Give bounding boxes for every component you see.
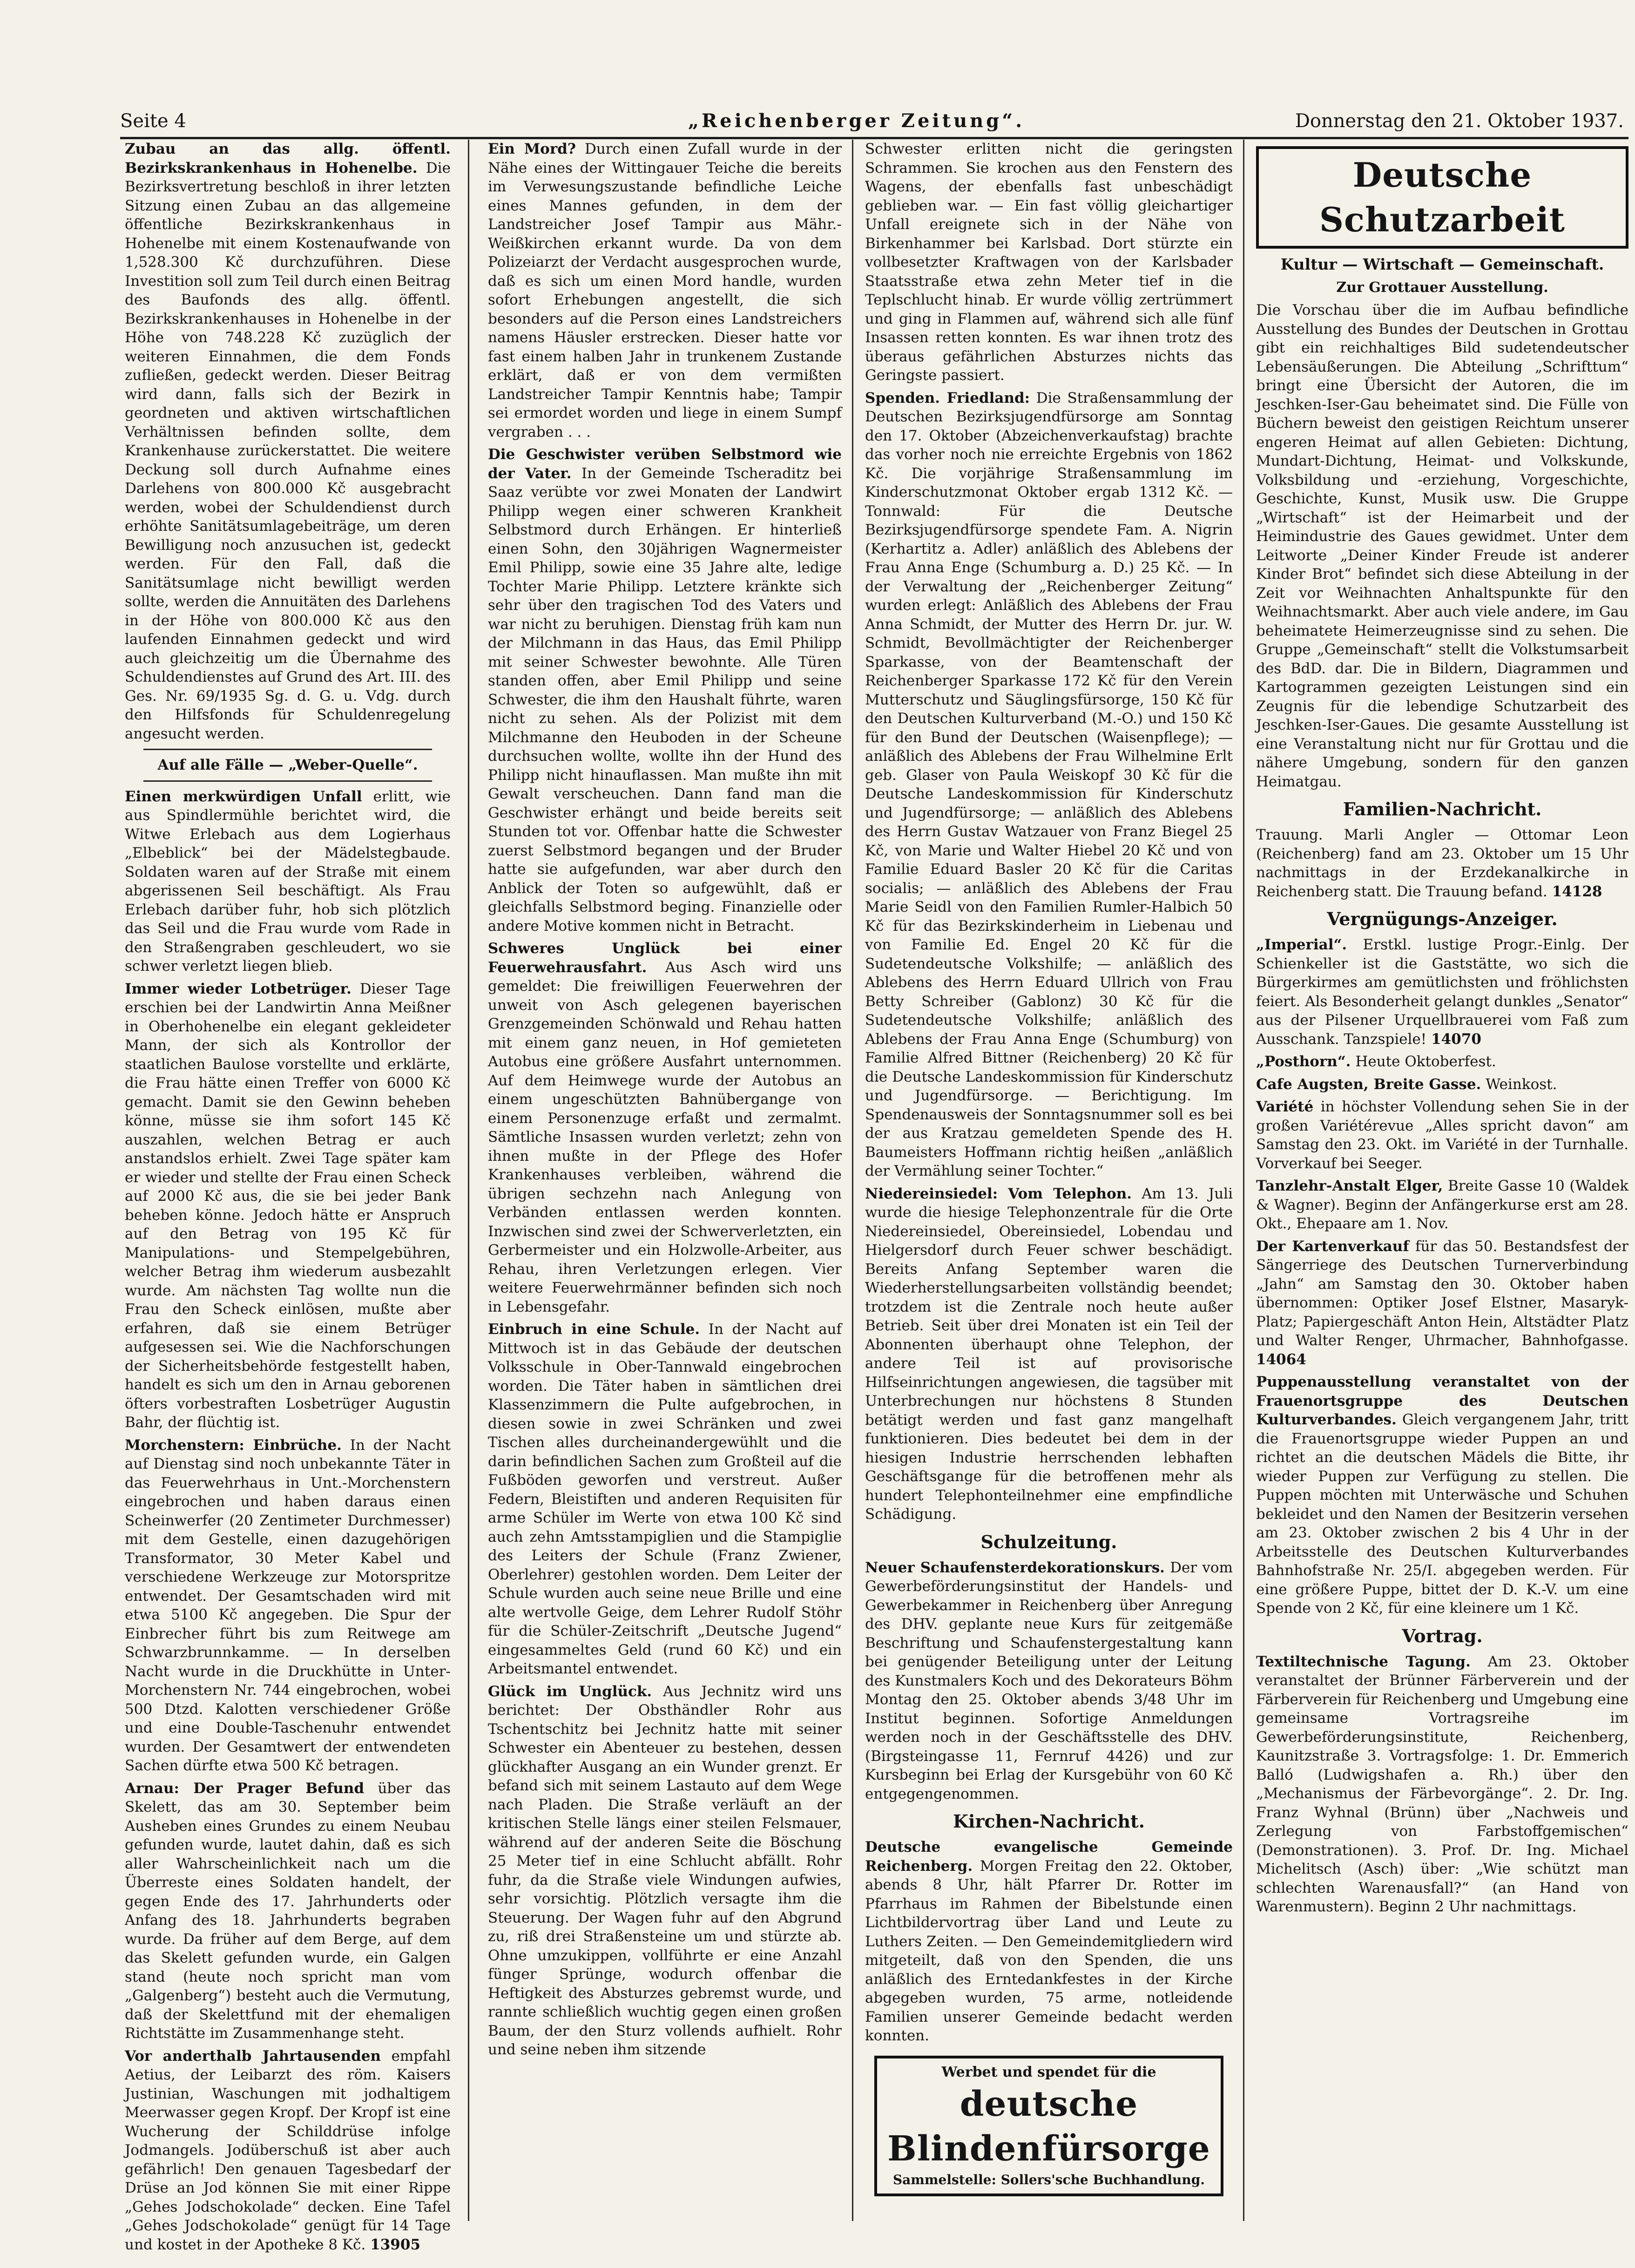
article: Vor anderthalb Jahrtausenden empfahl Aetius, der Leibarzt des röm. Kaisers Justinian, Waschungen mit jodhaltigem Meerwasser gegen Kropf. Der Kropf ist eine Wucherung der Schilddrüse infolge Jodmangels. Jodüberschuß ist aber auch gefährlich! Den genauen Tagesbedarf der Drüse an Jod können Sie mit einer Rippe „Gehes Jodschokolade“ decken. Eine Tafel „Gehes Jodschokolade“ genügt für 14 Tage und kostet in der Apotheke 8 Kč. 13905: [125, 2047, 451, 2253]
advert-line: Auf alle Fälle — „Weber-Quelle“.: [157, 757, 418, 773]
article: Trauung. Marli Angler — Ottomar Leon (Reichenberg) fand am 23. Oktober um 15 Uhr nachmittags in der Erzdekanalkirche in Reichenberg statt. Die Trauung befand. 14128: [1256, 826, 1628, 900]
listing: „Posthorn“. Heute Oktoberfest.: [1256, 1053, 1496, 1070]
column-1: [125, 140, 451, 2253]
section-title: Kirchen-Nachricht.: [953, 1811, 1145, 1832]
column-4: [1256, 140, 1628, 2226]
listing: Tanzlehr-Anstalt Elger, Breite Gasse 10 (Waldek & Wagner). Beginn der Anfängerkurse erst am 28. Okt., Ehepaare am 1. Nov.: [1256, 1178, 1629, 1232]
article: Zubau an das allg. öffentl. Bezirkskrankenhaus in Hohenelbe. Die Bezirksvertretung beschloß in ihrer letzten Sitzung einen Zubau an das allgemeine öffentliche Bezirkskrankenhaus in Hohenelbe mit einem Kostenaufwande von 1,528.300 Kč durchzuführen. Diese Investition soll zum Teil durch einen Beitrag des Baufonds des allg. öffentl. Bezirkskrankenhauses in Hohenelbe in der Höhe von 748.228 Kč zuzüglich der weiteren Einnahmen, die dem Fonds zufließen, gedeckt werden. Dieser Beitrag wird dann, falls sich der Bezirk in geordneten und aktiven wirtschaftlichen Verhältnissen befinden sollte, dem Krankenhause zurückerstattet. Die weitere Deckung soll durch Aufnahme eines Darlehens von 800.000 Kč ausgebracht werden, wobei der Schuldendienst durch erhöhte Sanitätsumlagebeiträge, um deren Bewilligung noch anzusuchen ist, gedeckt werden. Für den Fall, daß die Sanitätsumlage nicht bewilligt werden sollte, werden die Annuitäten des Darlehens in der Höhe von 800.000 Kč aus den laufenden Einnahmen gedeckt und wird auch gleichzeitig um die Übernahme des Schuldendienstes auf Grund des Art. III. des Ges. Nr. 69/1935 Sg. d. G. u. Vdg. durch den Hilfsfonds für Schuldenregelung angesucht werden.: [125, 141, 451, 742]
article: Spenden. Friedland: Die Straßensammlung der Deutschen Bezirksjugendfürsorge am Sonntag den 17. Oktober (Abzeichenverkaufstag) brachte das vorher noch nie erreichte Ergebnis von 1862 Kč. Die vorjährige Straßensammlung im Kinderschutzmonat Oktober ergab 1312 Kč. — Tonnwald: Für die Deutsche Bezirksjugendfürsorge spendete Fam. A. Nigrin (Kerhartitz a. Adler) anläßlich des Ablebens der Frau Anna Enge (Schumburg a. D.) 25 Kč. — In der Verwaltung der „Reichenberger Zeitung“ wurden erlegt: Anläßlich des Ablebens der Frau Anna Schmidt, der Mutter des Herrn Dr. jur. W. Schmidt, Bevollmächtigter der Reichenberger Sparkasse, von der Beamtenschaft der Reichenberger Sparkasse 172 Kč für den Verein Mutterschutz und Säuglingsfürsorge, 150 Kč für den Deutschen Kulturverband (M.-O.) und 150 Kč für den Bund der Deutschen (Waisenpflege); — anläßlich des Ablebens der Frau Wilhelmine Erlt geb. Glaser von Paula Weiskopf 30 Kč für die Deutsche Landeskommission für Kinderschutz und Jugendfürsorge; — anläßlich des Ablebens des Herrn Gustav Watzauer von Franz Biegel 25 Kč, von Marie und Walter Hiebel 20 Kč und von Familie Eduard Basler 20 Kč für die Caritas socialis; — anläßlich des Ablebens der Frau Marie Seidl von den Familien Rumler-Halbich 50 Kč für das Bezirkskinderheim in Liebenau und von Familie Ed. Engel 20 Kč für die Sudetendeutsche Volkshilfe; — anläßlich des Ablebens des Herrn Eduard Ullrich von Frau Betty Schreiber (Gablonz) 30 Kč für die Sudetendeutsche Volkshilfe; anläßlich des Ablebens der Frau Anna Enge (Schumburg) von Familie Alfred Bittner (Reichenberg) 20 Kč für die Deutsche Landeskommission für Kinderschutz und Jugendfürsorge. — Berichtigung. Im Spendenausweis der Sonntagsnummer soll es bei der aus Kratzau gemeldeten Spende des H. Baumeisters Hoffmann richtig heißen „anläßlich der Vermählung seiner Tochter.“: [865, 389, 1233, 1179]
article: Immer wieder Lotbetrüger. Dieser Tage erschien bei der Landwirtin Anna Meißner in Oberhohenelbe ein elegant gekleideter Mann, der sich als Kontrollor der staatlichen Baulose vorstellte und erklärte, die Frau hätte einen Treffer von 6000 Kč gemacht. Damit sie den Gewinn beheben könne, müsse sie ihm sofort 145 Kč auszahlen, welchen Betrag er auch anstandslos erhielt. Zwei Tage später kam er wieder und stellte der Frau einen Scheck auf 2000 Kč aus, die sie bei jeder Bank beheben könne. Jedoch hätte er Anspruch auf den Betrag von 195 Kč für Manipulations- und Stempelgebühren, welcher Betrag ihm wiederum ausbezahlt wurde. Am nächsten Tag wollte nun die Frau den Scheck einlösen, mußte aber erfahren, daß sie einem Betrüger aufgesessen sei. Wie die Nachforschungen der Sicherheitsbehörde festgestellt haben, handelt es sich um den in Arnau geborenen öfters vorbestraften Losbetrüger Augustin Bahr, der flüchtig ist.: [125, 980, 451, 1431]
listing: Puppenausstellung veranstaltet von der Frauenortsgruppe des Deutschen Kulturverbandes. Gleich vergangenem Jahr, tritt die Frauenortsgruppe wieder Puppen an und richtet an die deutschen Mädels die Bitte, ihr wieder Puppen zur Verfügung zu stellen. Die Puppen möchten mit Unterwäsche und Schuhen bekleidet und den Namen der Besitzerin versehen am 23. Oktober zwischen 2 bis 4 Uhr in der Arbeitsstelle des Deutschen Kulturverbandes Bahnhofstraße Nr. 25/I. abgegeben werden. Für eine größere Puppe, bittet der D. K.-V. um eine Spende von 2 Kč, für eine kleinere um 1 Kč.: [1256, 1374, 1628, 1617]
page-header: [120, 107, 1628, 135]
listing: Der Kartenverkauf für das 50. Bestandsfest der Sängerriege des Deutschen Turnerverbindung „Jahn“ am Samstag den 30. Oktober haben übernommen: Optiker Josef Elstner, Masaryk-Platz; Papiergeschäft Anton Hein, Altstädter Platz und Walter Renger, Uhrmacher, Bahnhofgasse. 14064: [1256, 1238, 1628, 1368]
listing: „Imperial“. Erstkl. lustige Progr.-Einlg. Der Schienkeller ist die Gaststätte, wo sich die Bürgerkirmes am gemütlichsten und fröhlichsten feiert. Als Besonderheit gelangt dunkles „Senator“ aus der Pilsener Urquellbrauerei vom Faß zum Ausschank. Tanzspiele! 14070: [1256, 936, 1628, 1048]
listing: Variété in höchster Vollendung sehen Sie in der großen Variétérevue „Alles spricht davon“ am Samstag den 23. Okt. im Variété in der Turnhalle. Vorverkauf bei Seeger.: [1256, 1098, 1628, 1172]
listing: Cafe Augsten, Breite Gasse. Weinkost.: [1256, 1076, 1557, 1093]
article: Glück im Unglück. Aus Jechnitz wird uns berichtet: Der Obsthändler Rohr aus Tschentschitz bei Jechnitz hatte mit seiner Schwester ein Abenteuer zu bestehen, dessen glückhafter Ausgang an ein Wunder grenzt. Er befand sich mit seinem Lastauto auf dem Wege nach Pladen. Die Straße verläuft an der kritischen Stelle längs einer steilen Felsmauer, während auf der anderen Seite die Böschung 25 Meter tief in eine Schlucht abfällt. Rohr fuhr, da die Straße viele Windungen aufwies, sehr vorsichtig. Plötzlich versagte ihm die Steuerung. Der Wagen fuhr auf den Abgrund zu, riß drei Straßensteine um und stürzte ab. Ohne umzukippen, vollführte er eine Anzahl fünger Sprünge, wodurch offenbar die Heftigkeit des Absturzes gebremst wurde, und rannte schließlich wuchtig gegen einen großen Baum, der den Sturz vollends aufhielt. Rohr und seine neben ihm sitzende: [488, 1683, 842, 2058]
article: Arnau: Der Prager Befund über das Skelett, das am 30. September beim Ausheben eines Grundes zu einem Neubau gefunden wurde, lautet dahin, daß es sich aller Wahrscheinlichkeit nach um die Überreste eines Soldaten handelt, der gegen Ende des 17. Jahrhunderts oder Anfang des 18. Jahrhunderts begraben wurde. Da früher auf dem Berge, auf dem das Skelett gefunden wurde, ein Galgen stand (heute noch spricht man vom „Galgenberg“) besteht auch die Vermutung, daß der Skelettfund mit der ehemaligen Richtstätte im Zusammenhange steht.: [125, 1780, 451, 2042]
article: Textiltechnische Tagung. Am 23. Oktober veranstaltet der Brünner Färberverein und der Färberverein für Reichenberg und Umgebung eine gemeinsame Vortragsreihe im Gewerbeförderungsinstitute, Reichenberg, Kaunitzstraße 3. Vortragsfolge: 1. Dr. Emmerich Balló (Ludwigshafen a. Rh.) über den „Mechanismus der Färbevorgänge“. 2. Dr. Ing. Franz Wyhnal (Brünn) über „Nachweis und Zerlegung von Farbstoffgemischen“ (Demonstrationen). 3. Prof. Dr. Ing. Michael Michelitsch (Asch) über: „Wie schützt man schlechten Warenausfall?“ (an Hand von Warenmustern). Beginn 2 Uhr nachmittags.: [1256, 1653, 1629, 1915]
divider: [143, 749, 432, 750]
newspaper-name: „Reichenberger Zeitung“.: [688, 110, 1025, 132]
banner-subtitle-2: Zur Grottauer Ausstellung.: [1336, 279, 1548, 296]
blind-care-advert: Werbet und spendet für die deutsche Blindenfürsorge Sammelstelle: Sollers'sche Buchhandlung.: [874, 2056, 1223, 2196]
article: Ein Mord? Durch einen Zufall wurde in der Nähe eines der Wittingauer Teiche die bereits im Verwesungszustande befindliche Leiche eines Mannes gefunden, in dem der Landstreicher Josef Tampir aus Mähr.-Weißkirchen erkannt wurde. Da von dem Polizeiarzt der Verdacht ausgesprochen wurde, daß es sich um einen Mord handle, wurden sofort Erhebungen angestellt, die sich besonders auf die Person eines Landstreichers namens Häusler erstrecken. Dieser hatte vor fast einem halben Jahr in trunkenem Zustande erklärt, daß er von dem vermißten Landstreicher Tampir Kenntnis habe; Tampir sei ermordet worden und liege in einem Sumpf vergraben . . .: [488, 141, 842, 440]
article: Die Geschwister verüben Selbstmord wie der Vater. In der Gemeinde Tscheraditz bei Saaz verübte vor zwei Monaten der Landwirt Philipp wegen einer schweren Krankheit Selbstmord durch Erhängen. Er hinterließ einen Sohn, den 30jährigen Wagnermeister Emil Philipp, sowie eine 35 Jahre alte, ledige Tochter Marie Philipp. Letztere kränkte sich sehr über den tragischen Tod des Vaters und war nicht zu beruhigen. Dienstag früh kam nun der Milchmann in das Haus, das Emil Philipp mit seiner Schwester bewohnte. Alle Türen standen offen, aber Emil Philipp und seine Schwester, die ihm den Haushalt führte, waren nicht zu sehen. Als der Polizist mit dem Milchmanne den Heuboden in der Scheune durchsuchen wollte, wollte ihn der Hund des Philipp nicht hinauflassen. Man mußte ihn mit Gewalt verscheuchen. Dann fand man die Geschwister erhängt und beide bereits seit Stunden tot vor. Offenbar hatte die Schwester zuerst Selbstmord begangen und der Bruder hatte sie aufgefunden, war aber durch den Anblick der Toten so aufgewühlt, daß er gleichfalls Selbstmord beging. Finanzielle oder andere Motive kommen nicht in Betracht.: [488, 446, 842, 934]
article: Einbruch in eine Schule. In der Nacht auf Mittwoch ist in das Gebäude der deutschen Volksschule in Ober-Tannwald eingebrochen worden. Die Täter haben in sämtlichen drei Klassenzimmern die Pulte aufgebrochen, in diesen sowie in zwei Schränken und zwei Tischen alles durcheinandergewühlt und die darin befindlichen Sachen zum Großteil auf die Fußböden geworfen und verstreut. Außer Federn, Bleistiften und anderen Requisiten für arme Schüler im Werte von etwa 100 Kč sind auch zehn Amtsstampiglien und die Stampiglie des Leiters der Schule (Franz Zwiener, Oberlehrer) gestohlen worden. Dem Leiter der Schule wurden auch seine neue Brille und eine alte wertvolle Geige, dem Lehrer Rudolf Stöhr für die Schüler-Zeitschrift „Deutsche Jugend“ eingesammeltes Geld (rund 60 Kč) und ein Arbeitsmantel entwendet.: [488, 1321, 842, 1677]
section-title: Familien-Nachricht.: [1343, 799, 1542, 819]
article: Die Vorschau über die im Aufbau befindliche Ausstellung des Bundes der Deutschen in Grottau gibt ein reichhaltiges Bild sudetendeutscher Lebensäußerungen. Die Abteilung „Schrifttum“ bringt eine Übersicht der Autoren, die im Jeschken-Iser-Gau beheimatet sind. Die Fülle von Büchern beweist den geistigen Reichtum unserer engeren Heimat auf allen Gebieten: Dichtung, Mundart-Dichtung, Heimat- und Volkskunde, Volksbildung und -erziehung, Vorgeschichte, Geschichte, Kunst, Musik usw. Die Gruppe „Wirtschaft“ ist der Heimarbeit und der Heimindustrie des Gaues gewidmet. Unter dem Leitworte „Deiner Kinder Freude ist anderer Kinder Brot“ befindet sich diese Abteilung in der Zeit vor Weihnachten Anhaltspunkte für den Weihnachtsmarkt. Aber auch viele andere, im Gau beheimatete Heimerzeugnisse sind zu sehen. Die Gruppe „Gemeinschaft“ stellt die Volkstumsarbeit des BdD. dar. Die in Bildern, Diagrammen und Kartogrammen gezeigten Leistungen sind ein Zeugnis für die lebendige Schutzarbeit des Jeschken-Iser-Gaues. Die gesamte Ausstellung ist eine Veranstaltung nicht nur für Grottau und die nähere Umgebung, sondern für den ganzen Heimatgau.: [1256, 302, 1628, 790]
divider: [143, 780, 432, 782]
header-rule: [120, 137, 1628, 139]
section-title: Schulzeitung.: [980, 1531, 1117, 1552]
page-number: Seite 4: [120, 110, 186, 132]
schutzarbeit-banner: Deutsche Schutzarbeit: [1256, 146, 1628, 249]
article: Schweres Unglück bei einer Feuerwehrausfahrt. Aus Asch wird uns gemeldet: Die freiwilligen Feuerwehren der unweit von Asch gelegenen bayerischen Grenzgemeinden Schönwald und Rehau hatten mit einem ganz neuen, in Hof gemieteten Autobus eine größere Ausfahrt unternommen. Auf dem Heimwege wurde der Autobus an einem ungeschützten Bahnübergange von einem Personenzuge erfaßt und zermalmt. Sämtliche Insassen wurden verletzt; zehn von ihnen mußte in der Pflege des Hofer Krankenhauses verbleiben, während die übrigen sechzehn nach Anlegung von Verbänden entlassen werden konnten. Inzwischen sind zwei der Schwerverletzten, ein Gerbermeister und ein Holzwolle-Arbeiter, aus Rehau, ihren Verletzungen erlegen. Vier weitere Feuerwehrmänner befinden sich noch in Lebensgefahr.: [488, 940, 842, 1315]
article: Einen merkwürdigen Unfall erlitt, wie aus Spindlermühle berichtet wird, die Witwe Erlebach aus dem Logierhaus „Elbeblick“ bei der Mädelstegbaude. Soldaten waren auf der Straße mit einem abgerissenen Seil beschäftigt. Als Frau Erlebach darüber fuhr, hob sich plötzlich das Seil und die Frau wurde vom Rade in den Straßengraben geschleudert, wo sie schwer verletzt liegen blieb.: [125, 788, 451, 975]
column-rule: [852, 140, 853, 2221]
issue-date: Donnerstag den 21. Oktober 1937.: [1295, 110, 1624, 132]
column-2: [488, 140, 842, 2226]
column-3: [865, 140, 1233, 2226]
section-title: Vergnügungs-Anzeiger.: [1327, 908, 1558, 929]
article: Niedereinsiedel: Vom Telephon. Am 13. Juli wurde die hiesige Telephonzentrale für die Orte Niedereinsiedel, Obereinsiedel, Lobendau und Hielgersdorf durch Feuer schwer beschädigt. Bereits Anfang September waren die Wiederherstellungsarbeiten vollständig beendet; trotzdem ist die Zentrale noch heute außer Betrieb. Seit über drei Monaten ist ein Teil der Abonnenten überhaupt ohne Telephon, der andere Teil ist auf provisorische Hilfseinrichtungen angewiesen, die tagsüber mit Unterbrechungen nur höchstens 8 Stunden betätigt werden und fast ganz mangelhaft funktionieren. Dies bedeutet bei dem in der hiesigen Industrie herrschenden lebhaften Geschäftsgange für die betroffenen mehr als hundert Telephonteilnehmer eine empfindliche Schädigung.: [865, 1185, 1233, 1523]
column-rule: [1243, 140, 1244, 2221]
article: Deutsche evangelische Gemeinde Reichenberg. Morgen Freitag den 22. Oktober, abends 8 Uhr, hält Pfarrer Dr. Rotter im Pfarrhaus im Rahmen der Bibelstunde einen Lichtbildervortrag über Land und Leute zu Luthers Zeiten. — Den Gemeindemitgliedern wird mitgeteilt, daß von den Spenden, die uns anläßlich des Erntedankfestes in der Kirche abgegeben wurden, 75 arme, notleidende Familien unserer Gemeinde bedacht werden konnten.: [865, 1839, 1233, 2044]
banner-subtitle: Kultur — Wirtschaft — Gemeinschaft.: [1280, 255, 1604, 273]
section-title: Vortrag.: [1402, 1625, 1483, 1646]
article: Neuer Schaufensterdekorationskurs. Der vom Gewerbeförderungsinstitut der Handels- und Gewerbekammer in Reichenberg über Anregung des DHV. geplante neue Kurs für zeitgemäße Beschriftung und Schaufenstergestaltung kann bei genügender Beteiligung unter der Leitung des Kunstmalers Koch und des Dekorateurs Böhm Montag den 25. Oktober abends 3/48 Uhr im Institut beginnen. Sofortige Anmeldungen werden noch in der Geschäftsstelle des DHV. (Birgsteingasse 11, Fernruf 4426) und zur Kursbeginn bei Erlag der Kursgebühr von 60 Kč entgegengenommen.: [865, 1559, 1233, 1802]
article: Morchenstern: Einbrüche. In der Nacht auf Dienstag sind noch unbekannte Täter in das Feuerwehrhaus in Unt.-Morchenstern eingebrochen und haben daraus einen Scheinwerfer (20 Zentimeter Durchmesser) mit dem Gestelle, einen dazugehörigen Transformator, 30 Meter Kabel und verschiedene Werkzeuge zur Motorspritze entwendet. Der Gesamtschaden wird mit etwa 5100 Kč angegeben. Die Spur der Einbrecher führt bis zum Reitwege am Schwarzbrunnkamme. — In derselben Nacht wurde in die Druckhütte in Unter-Morchenstern Nr. 744 eingebrochen, wobei 500 Dtzd. Kalotten verschiedener Größe und eine Double-Taschenuhr entwendet wurden. Der Gesamtwert der entwendeten Sachen dürfte etwa 500 Kč betragen.: [125, 1436, 451, 1774]
article: Schwester erlitten nicht die geringsten Schrammen. Sie krochen aus den Fenstern des Wagens, der ebenfalls fast unbeschädigt geblieben war. — Ein fast völlig gleichartiger Unfall ereignete sich in der Nähe von Birkenhammer bei Karlsbad. Dort stürzte ein vollbesetzter Kraftwagen von der Karlsbader Staatsstraße etwa zehn Meter tief in die Teplschlucht hinab. Er wurde völlig zertrümmert und ging in Flammen auf, während sich alle fünf Insassen retten konnten. Es war ihnen trotz des überaus gefährlichen Absturzes nichts das Geringste passiert.: [865, 141, 1233, 384]
column-rule: [468, 140, 469, 2221]
